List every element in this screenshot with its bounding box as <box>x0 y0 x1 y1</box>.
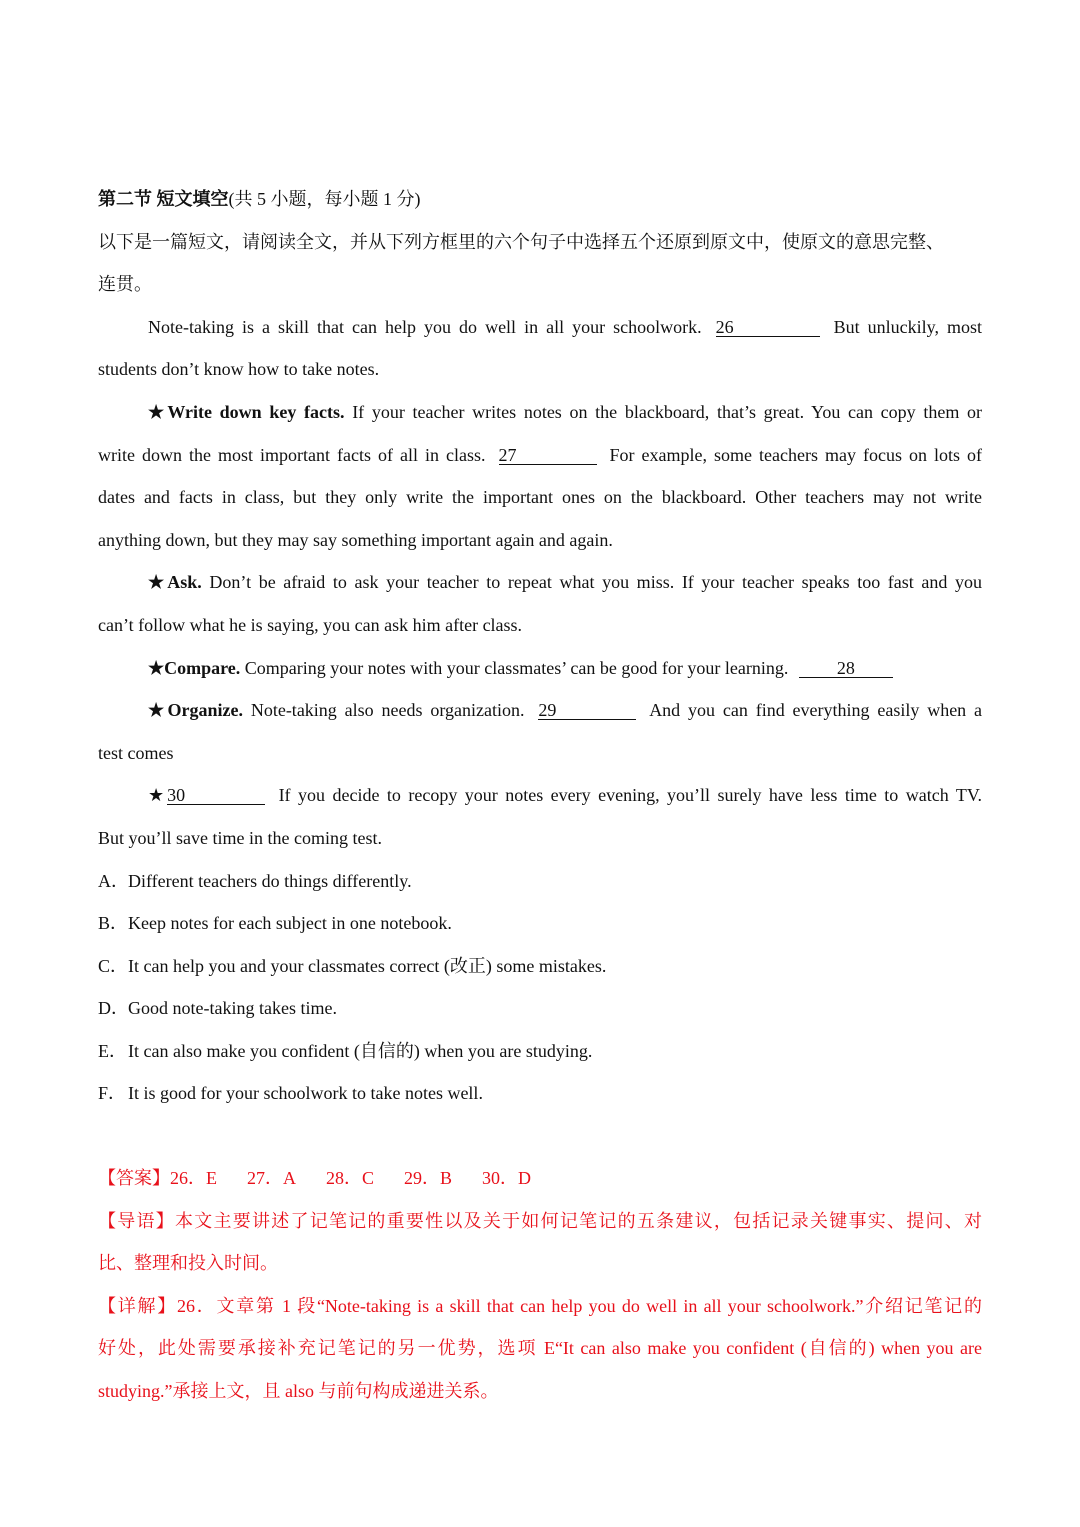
option-a <box>98 860 982 903</box>
detail-line-3: studying.”承接上文，且 also 与前句构成递进关系。 <box>98 1381 499 1402</box>
blank-29[interactable]: 29 <box>538 701 636 720</box>
answer-line <box>98 1157 982 1200</box>
option-text: Good note-taking takes time. <box>128 998 337 1019</box>
passage-p5-line1 <box>98 689 982 732</box>
spacer <box>98 1115 982 1157</box>
passage-text: Comparing your notes with your classmates’ can be good for your learning. <box>244 657 789 678</box>
passage-p2-line2 <box>98 434 982 477</box>
guide-label: 【导语】 <box>98 1210 175 1231</box>
passage-text: Don’t be afraid to ask your teacher to repeat what you miss. If your teacher speaks too fast and you <box>209 572 983 593</box>
tip-heading-key-facts: ★Write down key facts. <box>148 401 345 422</box>
option-text: It can also make you confident (自信的) when you are studying. <box>128 1040 593 1061</box>
tip-heading-compare: ★Compare. <box>148 657 241 678</box>
passage-text: Note-taking is a skill that can help you do well in all your schoolwork. <box>148 316 702 337</box>
option-letter: A． <box>98 870 129 891</box>
guide-text: 本文主要讲述了记笔记的重要性以及关于如何记笔记的五条建议，包括记录关键事实、提问、对 <box>174 1210 983 1231</box>
tip-heading-organize: ★Organize. <box>148 700 243 721</box>
option-text: It is good for your schoolwork to take notes well. <box>128 1083 483 1104</box>
option-letter: F． <box>98 1083 127 1104</box>
passage-p1-line2: students don’t know how to take notes. <box>98 359 380 380</box>
option-text: Keep notes for each subject in one notebook. <box>128 913 452 934</box>
passage-text: If you decide to recopy your notes every evening, you’ll surely have less time to watch TV. <box>278 785 983 806</box>
section-title-bold: 第二节 短文填空 <box>98 189 229 209</box>
passage-p5-line2: test comes <box>98 742 174 763</box>
option-text: Different teachers do things differently. <box>128 870 412 891</box>
passage-p3-line1 <box>98 561 982 604</box>
instruction-line-2: 连贯。 <box>98 274 152 295</box>
answer-item: 30．D <box>482 1168 532 1189</box>
document-page <box>98 178 982 1413</box>
detail-label: 【详解】 <box>98 1295 177 1316</box>
blank-27[interactable]: 27 <box>499 446 597 465</box>
passage-p3-line2: can’t follow what he is saying, you can ask him after class. <box>98 614 523 635</box>
tip-heading-ask: ★Ask. <box>148 572 202 593</box>
passage-text: write down the most important facts of all in class. <box>98 444 486 465</box>
option-e <box>98 1030 982 1073</box>
passage-p2-line4: anything down, but they may say something important again and again. <box>98 529 613 550</box>
answer-item: 26．E <box>170 1168 217 1189</box>
passage-text: And you can find everything easily when a <box>649 700 983 721</box>
option-c <box>98 945 982 988</box>
option-b <box>98 902 982 945</box>
passage-text: For example, some teachers may focus on lots of <box>609 444 983 465</box>
detail-text: 26．文章第 1 段“Note-taking is a skill that can help you do well in all your schoolwork.”介绍记笔记的 <box>176 1295 982 1316</box>
passage-p6-line1 <box>98 774 982 817</box>
blank-28[interactable]: 28 <box>799 659 893 678</box>
blank-26[interactable]: 26 <box>716 318 820 337</box>
guide-line-1 <box>98 1200 982 1243</box>
answer-item: 27．A <box>247 1168 296 1189</box>
detail-line-1 <box>98 1285 982 1328</box>
answer-item: 28．C <box>326 1168 375 1189</box>
passage-p6-line2: But you’ll save time in the coming test. <box>98 827 382 848</box>
blank-30[interactable]: 30 <box>167 786 265 805</box>
passage-text: Note-taking also needs organization. <box>250 700 525 721</box>
option-d <box>98 987 982 1030</box>
section-title-rest: (共 5 小题，每小题 1 分) <box>228 189 421 209</box>
instruction-line-1: 以下是一篇短文，请阅读全文，并从下列方框里的六个句子中选择五个还原到原文中，使原文的意思完整、 <box>98 231 944 252</box>
answer-label: 【答案】 <box>98 1168 170 1189</box>
passage-text: But unluckily, most <box>833 316 982 337</box>
passage-p1-line1 <box>98 306 982 349</box>
passage-p2-line3: dates and facts in class, but they only write the important ones on the blackboard. Other teachers may not write <box>98 487 982 508</box>
detail-line-2: 好处，此处需要承接补充记笔记的另一优势，选项 E“It can also make you confident (自信的) when you are <box>98 1338 982 1359</box>
answer-item: 29．B <box>404 1168 453 1189</box>
passage-p4-line1 <box>98 647 982 690</box>
passage-text: If your teacher writes notes on the blackboard, that’s great. You can copy them or <box>352 401 982 422</box>
star-icon: ★ <box>148 785 168 806</box>
section-title <box>98 178 982 221</box>
option-letter: D． <box>98 998 129 1019</box>
guide-line-2: 比、整理和投入时间。 <box>98 1253 278 1274</box>
option-letter: E． <box>98 1040 127 1061</box>
option-letter: C． <box>98 955 129 976</box>
option-f <box>98 1072 982 1115</box>
option-letter: B． <box>98 913 129 934</box>
option-text: It can help you and your classmates correct (改正) some mistakes. <box>128 955 607 976</box>
passage-p2-line1 <box>98 391 982 434</box>
